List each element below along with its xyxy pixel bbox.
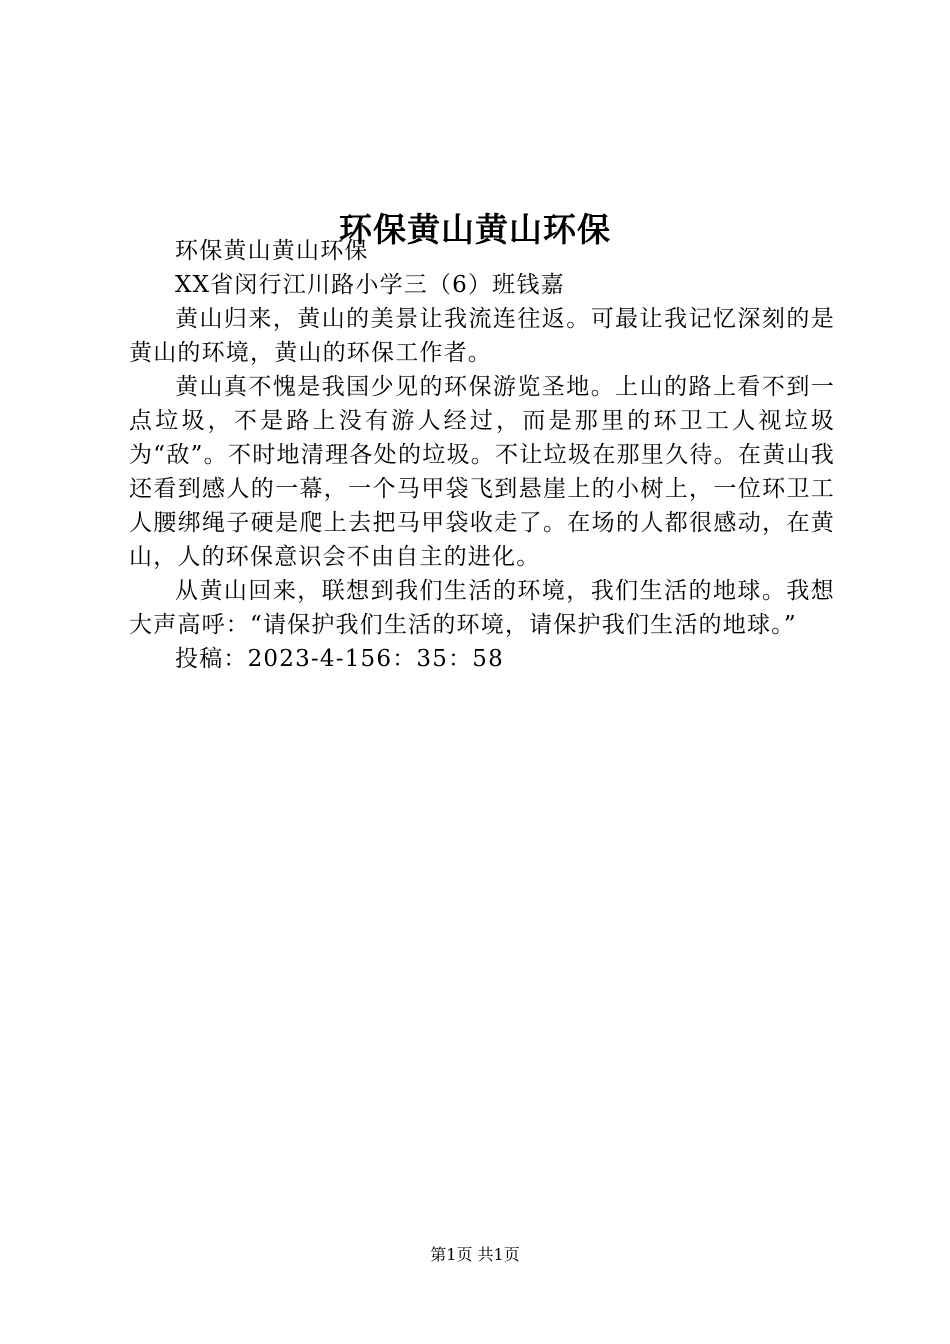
author-paragraph: XX省闵行江川路小学三（6）班钱嘉: [175, 272, 565, 298]
subtitle-paragraph: 环保黄山黄山环保: [175, 238, 369, 264]
document-body: [129, 234, 835, 676]
body-paragraph-1: 黄山归来，黄山的美景让我流连往返。可最让我记忆深刻的是黄山的环境，黄山的环保工作者。: [129, 306, 835, 366]
body-paragraph-2: 黄山真不愧是我国少见的环保游览圣地。上山的路上看不到一点垃圾，不是路上没有游人经过，而是那里的环卫工人视垃圾为“敌”。不时地清理各处的垃圾。不让垃圾在那里久待。在黄山我还看到感人的一幕，一个马甲袋飞到悬崖上的小树上，一位环卫工人腰绑绳子硬是爬上去把马甲袋收走了。在场的人都很感动，在黄山，人的环保意识会不由自主的进化。: [129, 374, 835, 570]
page-footer: 第1页 共1页: [430, 1245, 520, 1264]
body-paragraph-3: 从黄山回来，联想到我们生活的环境，我们生活的地球。我想大声高呼：“请保护我们生活的环境，请保护我们生活的地球。”: [129, 578, 835, 638]
document-title: 环保黄山黄山环保: [339, 210, 611, 250]
submission-date-paragraph: 投稿：2023-4-156：35：58: [175, 646, 504, 672]
